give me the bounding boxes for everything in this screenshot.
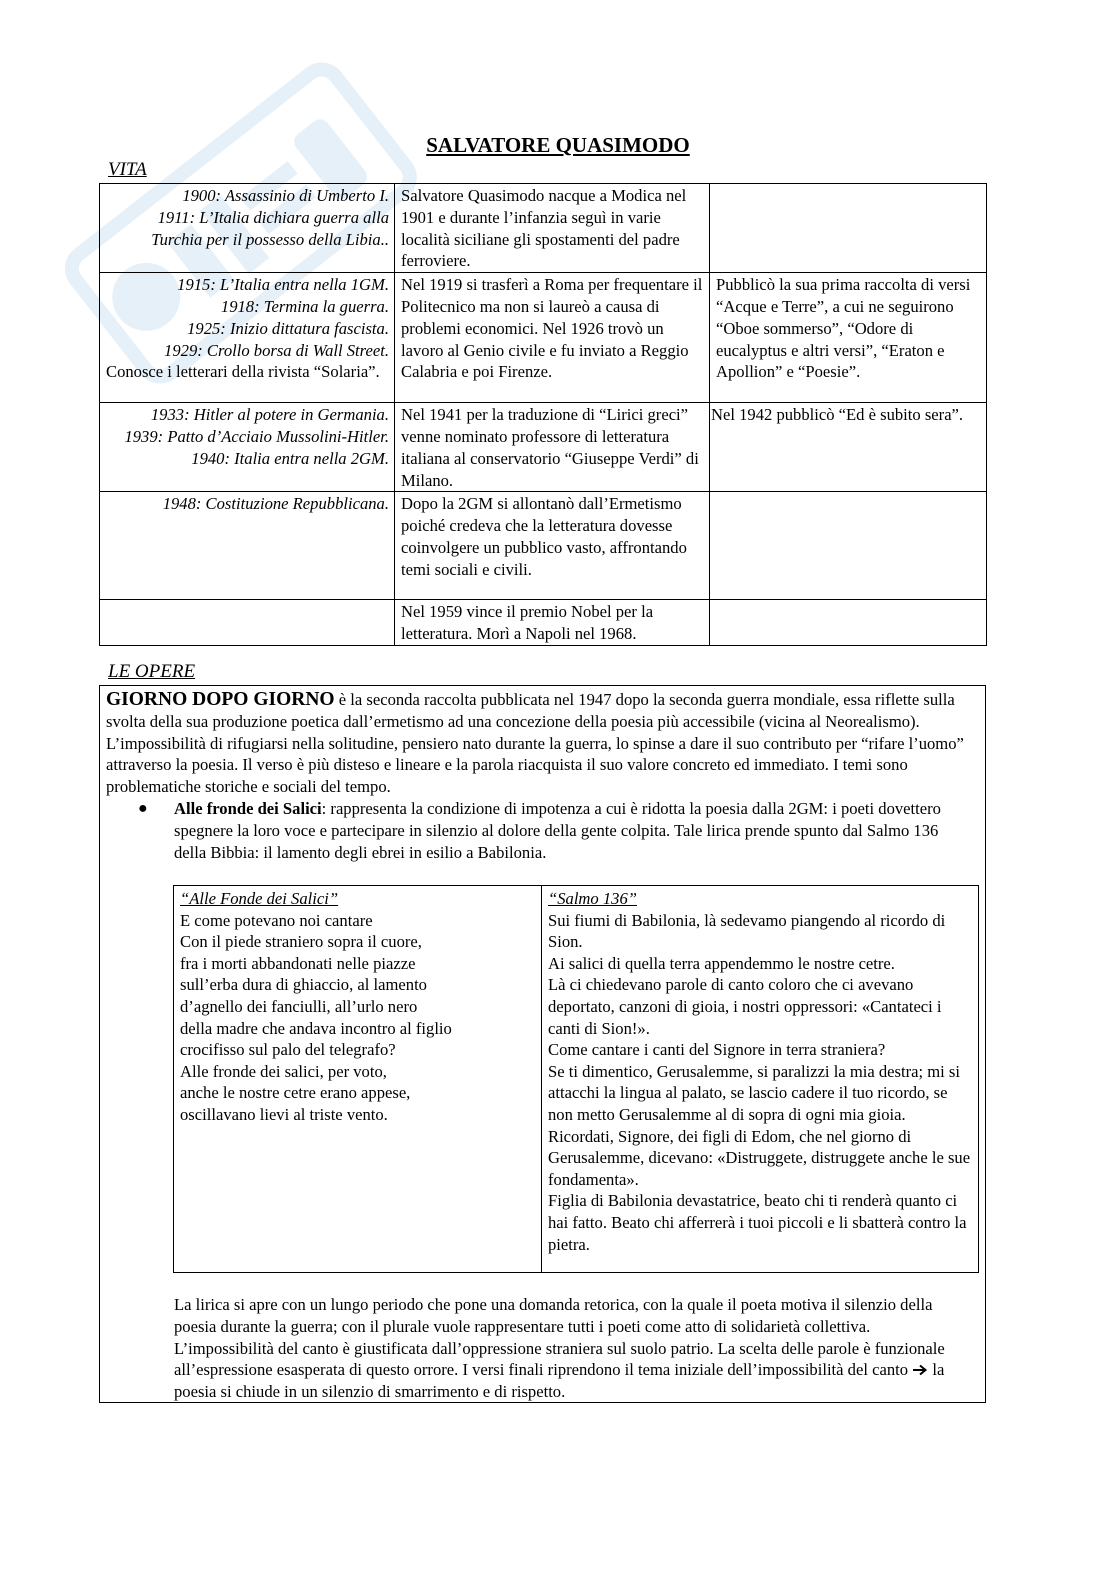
bullet-icon: ● [138,800,148,817]
table-row [100,403,987,492]
analysis-text: La lirica si apre con un lungo periodo che pone una domanda retorica, con la quale il poeta motiva il silenzio della poesia durante la guerra; con il plurale vuole rappresentare tutti i poeti come atto di solidarietà collettiva. L’impossibilità del canto è giustificata dall’oppressione straniera sul suolo patrio. La scelta delle parole è funzionale all’espressione esasperata di questo orrore. I versi finali riprendono il tema iniziale dell’impossibilità del canto [174,1295,945,1380]
event-line: 1939: Patto d’Acciaio Mussolini-Hitler. [124,426,389,446]
event-note: Conosce i letterari della rivista “Solaria”. [106,362,380,382]
event-line: 1925: Inizio dittatura fascista. [187,318,389,338]
event-line: 1918: Termina la guerra. [220,296,389,316]
poem-paragraph: Come cantare i canti del Signore in terra straniera? [548,1040,886,1060]
event-line: 1915: L’Italia entra nella 1GM. [177,275,389,295]
biography-cell: Dopo la 2GM si allontanò dall’Ermetismo poiché credeva che la letteratura dovesse coinvolgere un pubblico vasto, affrontando temi sociali e civili. [395,492,710,600]
bullet-title: Alle fronde dei Salici [174,799,322,818]
collection-intro [106,689,974,798]
collection-text: è la seconda raccolta pubblicata nel 1947 dopo la seconda guerra mondiale, essa riflette sulla svolta della sua produzione poetica dall’ermetismo ad una concezione della poesia più accessibile (vicina al Neorealismo). L’impossibilità di rifugiarsi nella solitudine, pensiero nato durante la guerra, lo spinse a dare il suo contributo per “rifare l’uomo” attraverso la poesia. Il verso è più disteso e lineare e la parola riacquista il suo valore concreto ed immediato. I temi sono problematiche storiche e sociali del tempo. [106,690,964,797]
poem-line: fra i morti abbandonati nelle piazze [180,953,416,973]
poem-line: crocifisso sul palo del telegrafo? [180,1040,396,1060]
event-line: 1911: L’Italia dichiara guerra alla Turchia per il possesso della Libia.. [151,207,389,249]
section-label-vita: VITA [108,159,147,180]
poem-paragraph: Là ci chiedevano parole di canto coloro che ci avevano deportato, canzoni di gioia, i nostri oppressori: «Cantateci i canti di Sion!». [548,975,942,1038]
event-line: 1933: Hitler al potere in Germania. [150,405,389,425]
poem-line: Con il piede straniero sopra il cuore, [180,932,422,952]
poem-paragraph: Sui fiumi di Babilonia, là sedevamo piangendo al ricordo di Sion. [548,910,946,952]
biography-cell: Nel 1941 per la traduzione di “Lirici greci” venne nominato professore di letteratura italiana al conservatorio “Giuseppe Verdi” di Milano. [395,403,710,492]
biography-cell: Nel 1919 si trasferì a Roma per frequentare il Politecnico ma non si laureò a causa di problemi economici. Nel 1926 trovò un lavoro al Genio civile e fu inviato a Reggio Calabria e poi Firenze. [395,273,710,403]
biography-cell: Nel 1959 vince il premio Nobel per la letteratura. Morì a Napoli nel 1968. [395,600,710,646]
events-cell [100,184,395,273]
poem-line: E come potevano noi cantare [180,910,373,930]
biography-cell: Salvatore Quasimodo nacque a Modica nel 1901 e durante l’infanzia seguì in varie località siciliane gli spostamenti del padre ferroviere. [395,184,710,273]
poem-line: d’agnello dei fanciulli, all’urlo nero [180,996,418,1016]
analysis-text-end: la poesia si chiude in un silenzio di smarrimento e di rispetto. [174,1360,945,1402]
opere-box [99,685,986,1403]
works-cell [710,184,987,273]
table-row [100,600,987,646]
works-cell: Nel 1942 pubblicò “Ed è subito sera”. [710,403,987,492]
table-row [100,184,987,273]
poem-line: Alle fronde dei salici, per voto, [180,1061,387,1081]
works-cell: Pubblicò la sua prima raccolta di versi “Acque e Terre”, a cui ne seguirono “Oboe sommerso”, “Odore di eucalyptus e altri versi”, “Eraton e Apollion” e “Poesie”. [710,273,987,403]
page-title: SALVATORE QUASIMODO [426,133,690,157]
event-line: 1948: Costituzione Repubblicana. [162,494,389,514]
table-row [100,273,987,403]
bullet-item [174,798,974,863]
bullet-text: : rappresenta la condizione di impotenza a cui è ridotta la poesia dalla 2GM: i poeti dovettero spegnere la loro voce e partecipare in silenzio al dolore della gente colpita. Tale lirica prende spunto dal Salmo 136 della Bibbia: il lamento degli ebrei in esilio a Babilonia. [174,799,941,862]
poem-left-title: “Alle Fonde dei Salici” [180,889,339,908]
table-row [100,492,987,600]
poem-paragraph: Ricordati, Signore, dei figli di Edom, che nel giorno di Gerusalemme, dicevano: «Distruggete, distruggete anche le sue fondamenta». [548,1126,971,1189]
table-row [174,886,979,1273]
collection-title: GIORNO DOPO GIORNO [106,689,335,710]
poem-right-title: “Salmo 136” [548,889,637,908]
poem-left-cell [174,886,542,1273]
poem-right-cell [542,886,979,1273]
poem-line: della madre che andava incontro al figlio [180,1018,452,1038]
analysis-paragraph [174,1294,974,1403]
poem-line: oscillavano lievi al triste vento. [180,1104,388,1124]
arrow-right-icon [912,1364,928,1376]
poem-paragraph: Figlia di Babilonia devastatrice, beato chi ti renderà quanto ci hai fatto. Beato chi afferrerà i tuoi piccoli e li sbatterà contro la pietra. [548,1191,967,1254]
section-label-opere: LE OPERE [108,661,196,682]
poem-paragraph: Ai salici di quella terra appendemmo le nostre cetre. [548,953,895,973]
works-cell [710,600,987,646]
event-line: 1900: Assassinio di Umberto I. [182,186,389,205]
events-cell [100,600,395,646]
poems-comparison-table [173,885,979,1273]
poem-line: anche le nostre cetre erano appese, [180,1083,411,1103]
event-line: 1929: Crollo borsa di Wall Street. [164,340,389,360]
poem-paragraph: Se ti dimentico, Gerusalemme, si paralizzi la mia destra; mi si attacchi la lingua al palato, se lascio cadere il tuo ricordo, se non metto Gerusalemme al di sopra di ogni mia gioia. [548,1061,960,1124]
event-line: 1940: Italia entra nella 2GM. [191,448,389,468]
events-cell [100,492,395,600]
works-cell [710,492,987,600]
vita-table [99,183,987,646]
events-cell [100,273,395,403]
events-cell [100,403,395,492]
poem-line: sull’erba dura di ghiaccio, al lamento [180,975,427,995]
